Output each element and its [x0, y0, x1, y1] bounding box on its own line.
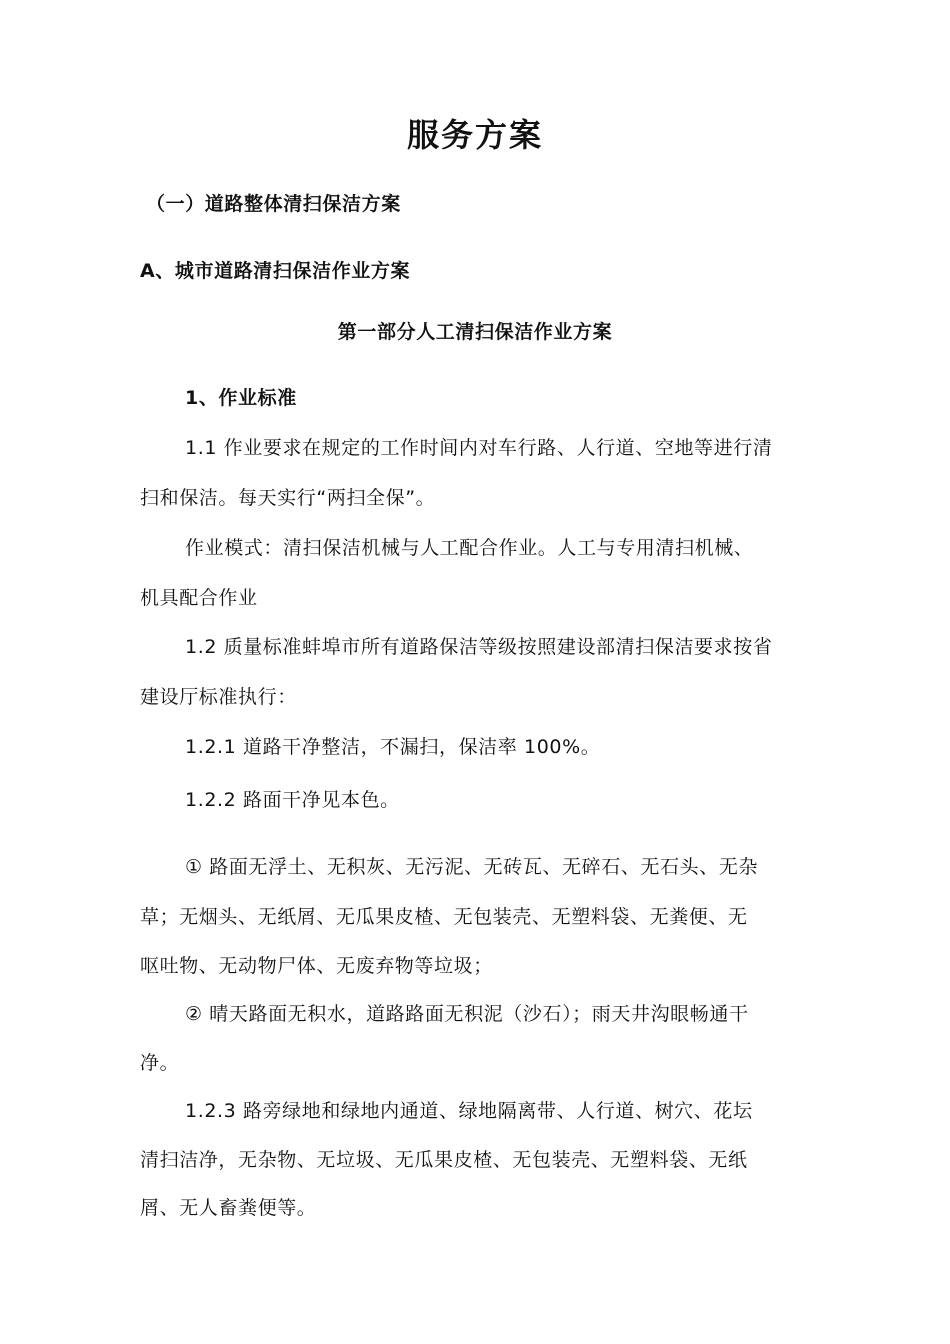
paragraph-line: 1.2.3 路旁绿地和绿地内通道、绿地隔离带、人行道、树穴、花坛 — [185, 1100, 753, 1122]
paragraph-line: 扫和保洁。每天实行“两扫全保”。 — [140, 487, 436, 509]
paragraph-line: ② 晴天路面无积水，道路路面无积泥（沙石）；雨天井沟眼畅通干 — [185, 1003, 749, 1025]
subsection-heading: A、城市道路清扫保洁作业方案 — [140, 260, 411, 282]
paragraph-line: 建设厅标准执行： — [140, 686, 297, 708]
paragraph-line: 草；无烟头、无纸屑、无瓜果皮楂、无包装壳、无塑料袋、无粪便、无 — [140, 906, 748, 928]
paragraph-line: 1.2 质量标准蚌埠市所有道路保洁等级按照建设部清扫保洁要求按省 — [185, 636, 773, 658]
item-heading: 1、作业标准 — [185, 387, 297, 409]
paragraph-line: 清扫洁净，无杂物、无垃圾、无瓜果皮楂、无包装壳、无塑料袋、无纸 — [140, 1149, 748, 1171]
paragraph-line: 1.2.1 道路干净整洁，不漏扫，保洁率 100%。 — [185, 736, 601, 758]
paragraph-line: 屑、无人畜粪便等。 — [140, 1197, 317, 1219]
document-title: 服务方案 — [406, 116, 543, 154]
section-heading: （一）道路整体清扫保洁方案 — [146, 193, 401, 215]
paragraph-line: ① 路面无浮土、无积灰、无污泥、无砖瓦、无碎石、无石头、无杂 — [185, 856, 759, 878]
paragraph-line: 净。 — [140, 1052, 180, 1074]
paragraph-line: 1.1 作业要求在规定的工作时间内对车行路、人行道、空地等进行清 — [185, 437, 773, 459]
part-heading: 第一部分人工清扫保洁作业方案 — [337, 321, 613, 343]
paragraph-line: 呕吐物、无动物尸体、无废弃物等垃圾； — [140, 955, 493, 977]
paragraph-line: 作业模式：清扫保洁机械与人工配合作业。人工与专用清扫机械、 — [185, 537, 754, 559]
paragraph-line: 机具配合作业 — [140, 587, 258, 609]
paragraph-line: 1.2.2 路面干净见本色。 — [185, 789, 400, 811]
